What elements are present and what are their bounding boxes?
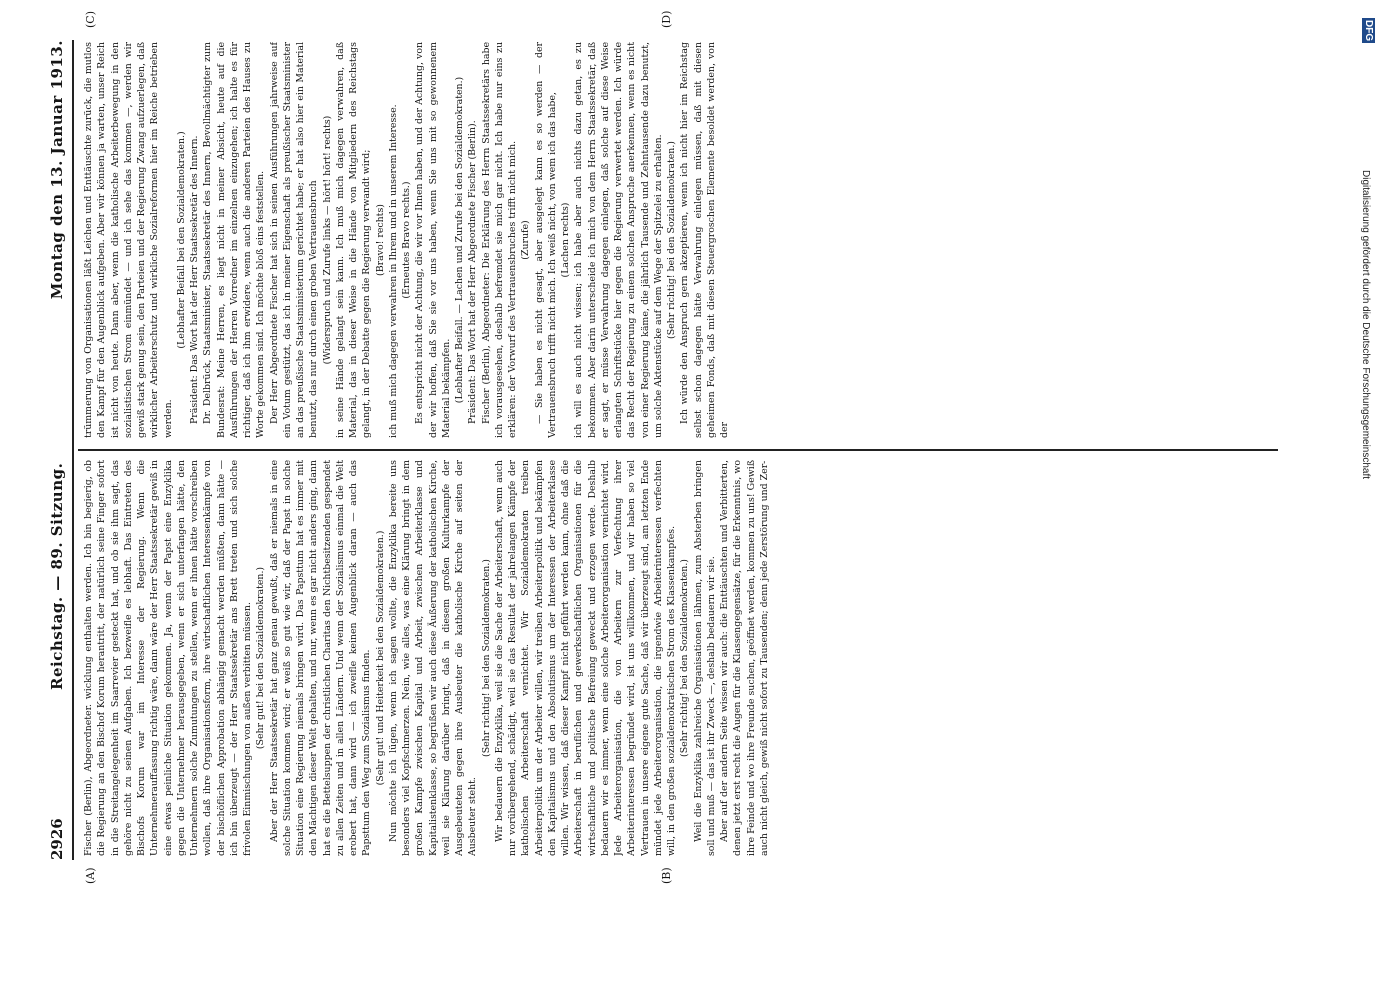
speaker-paragraph: Fischer (Berlin), Abgeordneter: Die Erklärung des Herrn Staatssekretärs habe ich vorausgesehen, deshalb befremdet sie mich gar nicht. Ich habe nur eins zu erklären: der Vorwurf des Vertrauensbruches trifft nicht mich. — [480, 42, 518, 438]
interjection: (Lebhafter Beifall. — Lachen und Zurufe bei den Sozialdemokraten.) — [454, 76, 465, 404]
paragraph: Wir bedauern die Enzyklika, weil sie die Sache der Arbeiterschaft, wenn auch nur vorübergehend, schädigt, weil sie das Resultat der jahrelangen Kämpfe der katholischen Arbeiterschaft vernichtet. Wir Sozialdemokraten treiben Arbeiterpolitik um der Arbeiter willen, wir treiben Arbeiterpolitik und bekämpfen den Kapitalismus und den Absolutismus um der Interessen der Arbeiterklasse willen. Wir wissen, daß dieser Kampf nicht geführt werden kann, ohne daß die Arbeiterschaft in beruflichen und gewerkschaftlichen Organisationen für die wirtschaftliche und politische Befreiung geweckt und erzogen werde. Deshalb bedauern wir es immer, wenn eine solche Arbeiterorganisation vernichtet wird. Jede Arbeiterorganisation, die von Arbeitern zur Verfechtung ihrer Arbeiterinteressen begründet wird, ist uns willkommen, und wir haben so viel Vertrauen in unsere eigene gute Sache, daß wir überzeugt sind, am letzten Ende mündet jede Arbeiterorganisation, die irgendwie Arbeiterinteressen verfechten will, in den großen sozialdemokratischen Strom des Klassenkampfes. — [493, 460, 677, 856]
paragraph: trümmerung von Organisationen läßt Leichen und Enttäuschte zurück, die mutlos den Kampf für den Augenblick aufgeben. Aber wir können ja warten, unser Reich ist nicht von heute. Dann aber, wenn die katholische Arbeiterbewegung in den sozialistischen Strom einmündet — und ich sehe das kommen —, werden wir gewiß stark genug sein, den Parteien und der Regierung Zwang aufzuerlegen, daß wirklicher Arbeiterschutz und wirkliche Sozialreformen hier im Reiche betrieben werden. — [83, 42, 174, 438]
paragraph: Der Herr Abgeordnete Fischer hat sich in seinen Ausführungen jahrweise auf ein Votum gestützt, das ich in meiner Eigenschaft als preußischer Staatsminister an das preußische Staatsministerium gerichtet habe; er hat also hier ein Material benutzt, das nur durch einen groben Vertrauensbruch — [268, 42, 320, 438]
interjection: (Lebhafter Beifall bei den Sozialdemokraten.) — [175, 131, 187, 349]
paragraph: in seine Hände gelangt sein kann. Ich muß mich dagegen verwahren, daß Material, das in dieser Weise in die Hände von Mitgliedern des Reichstags gelangt, in der Debatte gegen die Regierung verwandt wird; — [334, 42, 373, 438]
interjection: (Sehr gut! und Heiterkeit bei den Sozialdemokraten.) — [374, 530, 386, 786]
margin-marker-c: (C) — [84, 11, 97, 28]
interjection: (Widerspruch und Zurufe links — hört! hört! rechts) — [321, 115, 333, 365]
right-column — [82, 42, 1282, 438]
paragraph: Ich würde den Anspruch gern akzeptieren, wenn ich nicht hier im Reichstag selbst schon dagegen hätte Verwahrung einlegen müssen, daß mit diesen geheimen Fonds, daß mit diesen Steuergroschen Elemente besoldet werden, von der — [679, 42, 730, 438]
interjection: (Zurufe) — [520, 220, 532, 260]
paragraph: Aber der Herr Staatssekretär hat ganz genau gewußt, daß er niemals in eine solche Situation kommen wird; er weiß so gut wie wir, daß der Papst in solche Situation eine Regierung niemals bringen wird. Das Papsttum hat es immer mit den Mächtigen dieser Welt gehalten, und nur, wenn es gar nicht anders ging, dann hat es die Bettelsuppen der christlichen Charitas den Nichtbesitzenden gespendet zu allen Zeiten und in allen Ländern. Und wenn der Sozialismus einmal die Welt erobert hat, dann wird — ich zweifle keinen Augenblick daran — auch das Papsttum den Weg zum Sozialismus finden. — [268, 460, 373, 856]
margin-marker-b: (B) — [660, 867, 673, 884]
paragraph: Aber auf der andern Seite wissen wir auch: die Enttäuschten und Verbitterten, denen jetzt erst recht die Augen für die Klassengegensätze, für die Erkenntnis, wo ihre Feinde und wo ihre Freunde suchen, geöffnet werden, kommen zu uns! Gewiß auch nicht gleich, gewiß nicht sofort zu Tausenden; denn jede Zerstörung und Zer- — [719, 460, 770, 856]
speaker-paragraph: Präsident: Das Wort hat der Herr Abgeordnete Fischer (Berlin). — [467, 120, 479, 424]
margin-marker-a: (A) — [84, 867, 97, 884]
session-title: Reichstag. — 89. Sitzung. — [48, 462, 66, 690]
paragraph: ich will es auch nicht wissen; ich habe aber auch nichts dazu getan, es zu bekommen. Aber darin unterscheide ich mich von dem Herrn Staatssekretär, daß er sagt, er müsse Verwahrung dagegen einlegen, daß solche auf diese Weise erlangten Schriftstücke hier gegen die Regierung verwertet werden. Ich würde das Recht der Regierung zu einem solchen Anspruche anerkennen, wenn es nicht von einer Regierung käme, die jährlich Tausende und Zehntausende dazu benutzt, um solche Aktenstücke auf dem Wege der Spitzelei zu erhalten. — [573, 42, 664, 438]
header-rule — [72, 40, 74, 860]
digitization-credit: Digitalisierung gefördert durch die Deutsche Forschungsgemeinschaft — [1360, 170, 1371, 480]
speaker-paragraph: Dr. Delbrück, Staatsminister, Staatssekretär des Innern, Bevollmächtigter zum Bundesrat: Meine Herren, es liegt nicht in meiner Absicht, heute auf die Ausführungen der Herren Vorredner im einzelnen einzugehen; ich halte es für richtiger, daß ich ihm erwidere, wenn auch die anderen Parteien des Hauses zu Worte gekommen sind. Ich möchte bloß eins feststellen. — [202, 42, 267, 438]
paragraph: Weil die Enzyklika zahlreiche Organisationen lähmen, zum Absterben bringen soll und muß — das ist ihr Zweck —, deshalb bedauern wir sie. — [692, 460, 717, 856]
page-header — [48, 40, 70, 860]
interjection: (Bravo! rechts) — [374, 204, 386, 276]
dfg-logo: DFG — [1363, 20, 1374, 42]
paragraph: Es entspricht nicht der Achtung, die wir vor Ihnen haben, und der Achtung, von der wir hoffen, daß Sie sie vor uns haben, wenn Sie uns mit so gewonnenem Material bekämpfen. — [414, 42, 452, 438]
digitization-sidebar — [1360, 10, 1380, 990]
interjection: (Sehr richtig! bei den Sozialdemokraten.) — [480, 559, 492, 757]
paragraph: ich muß mich dagegen verwahren in Ihrem und in unserem Interesse. — [387, 104, 399, 438]
paragraph: Fischer (Berlin), Abgeordneter. wicklung enthalten werden. Ich bin begierig, ob die Regierung an den Bischof Korum herantritt, der natürlich seine Finger sofort in die Streitangelegenheit im Saarrevier gesteckt hat, und ob sie ihm sagt, das gehöre nicht zu seinen Aufgaben. Ich bezweifle es lebhaft. Das Eintreten des Bischofs Korum war im Interesse der Regierung. Wenn die Unternehmerauffassung richtig wäre, dann wäre der Herr Staatssekretär gewiß in eine etwas peinliche Situation gekommen. Ja, wenn der Papst eine Enzyklika gegen die Unternehmer herausgegeben, wenn er sich unterfangen hätte, den Unternehmern solche Zumutungen zu stellen, wenn er ihnen hätte vorschreiben wollen, daß ihre Organisationsform, ihre wirtschaftlichen Interessenkämpfe von der bischöflichen Approbation abhängig gemacht werden müßten, dann hätte — ich bin überzeugt — der Herr Staatssekretär ans Brett treten und sich solche frivolen Einmischungen von außen verbitten müssen. — [83, 460, 253, 856]
speaker-paragraph: Präsident: Das Wort hat der Herr Staatssekretär des Innern. — [189, 135, 200, 424]
paragraph: — Sie haben es nicht gesagt, aber ausgelegt kann es so werden — der Vertrauensbruch trifft nicht mich. Ich weiß nicht, von wem ich das habe, — [533, 42, 558, 438]
column-divider — [78, 450, 1278, 452]
margin-marker-d: (D) — [660, 10, 673, 28]
page-number: 2926 — [48, 818, 66, 860]
interjection: (Sehr gut! bei den Sozialdemokraten.) — [255, 566, 267, 750]
interjection: (Sehr richtig! bei den Sozialdemokraten.) — [666, 141, 677, 339]
interjection: (Erneutes Bravo rechts.) — [401, 181, 412, 299]
left-column — [82, 460, 1282, 856]
interjection: (Lachen rechts) — [560, 202, 571, 278]
session-date: Montag den 13. Januar 1913. — [48, 40, 66, 300]
interjection: (Sehr richtig! bei den Sozialdemokraten.) — [679, 559, 691, 757]
paragraph: Nun möchte ich lügen, wenn ich sagen wollte, die Enzyklika bereite uns besonders viel Kopfschmerzen. Nein, wie alles, was eine Klärung bringt in dem großen Kampfe zwischen Kapital und Arbeit, zwischen Arbeiterklasse und Kapitalistenklasse, so begrüßen wir auch diese Äußerung der katholischen Kirche, weil sie Klärung darüber bringt, daß in diesem großen Kulturkampfe der Ausgebeuteten gegen ihre Ausbeuter die katholische Kirche auf seiten der Ausbeuter steht. — [387, 460, 479, 856]
